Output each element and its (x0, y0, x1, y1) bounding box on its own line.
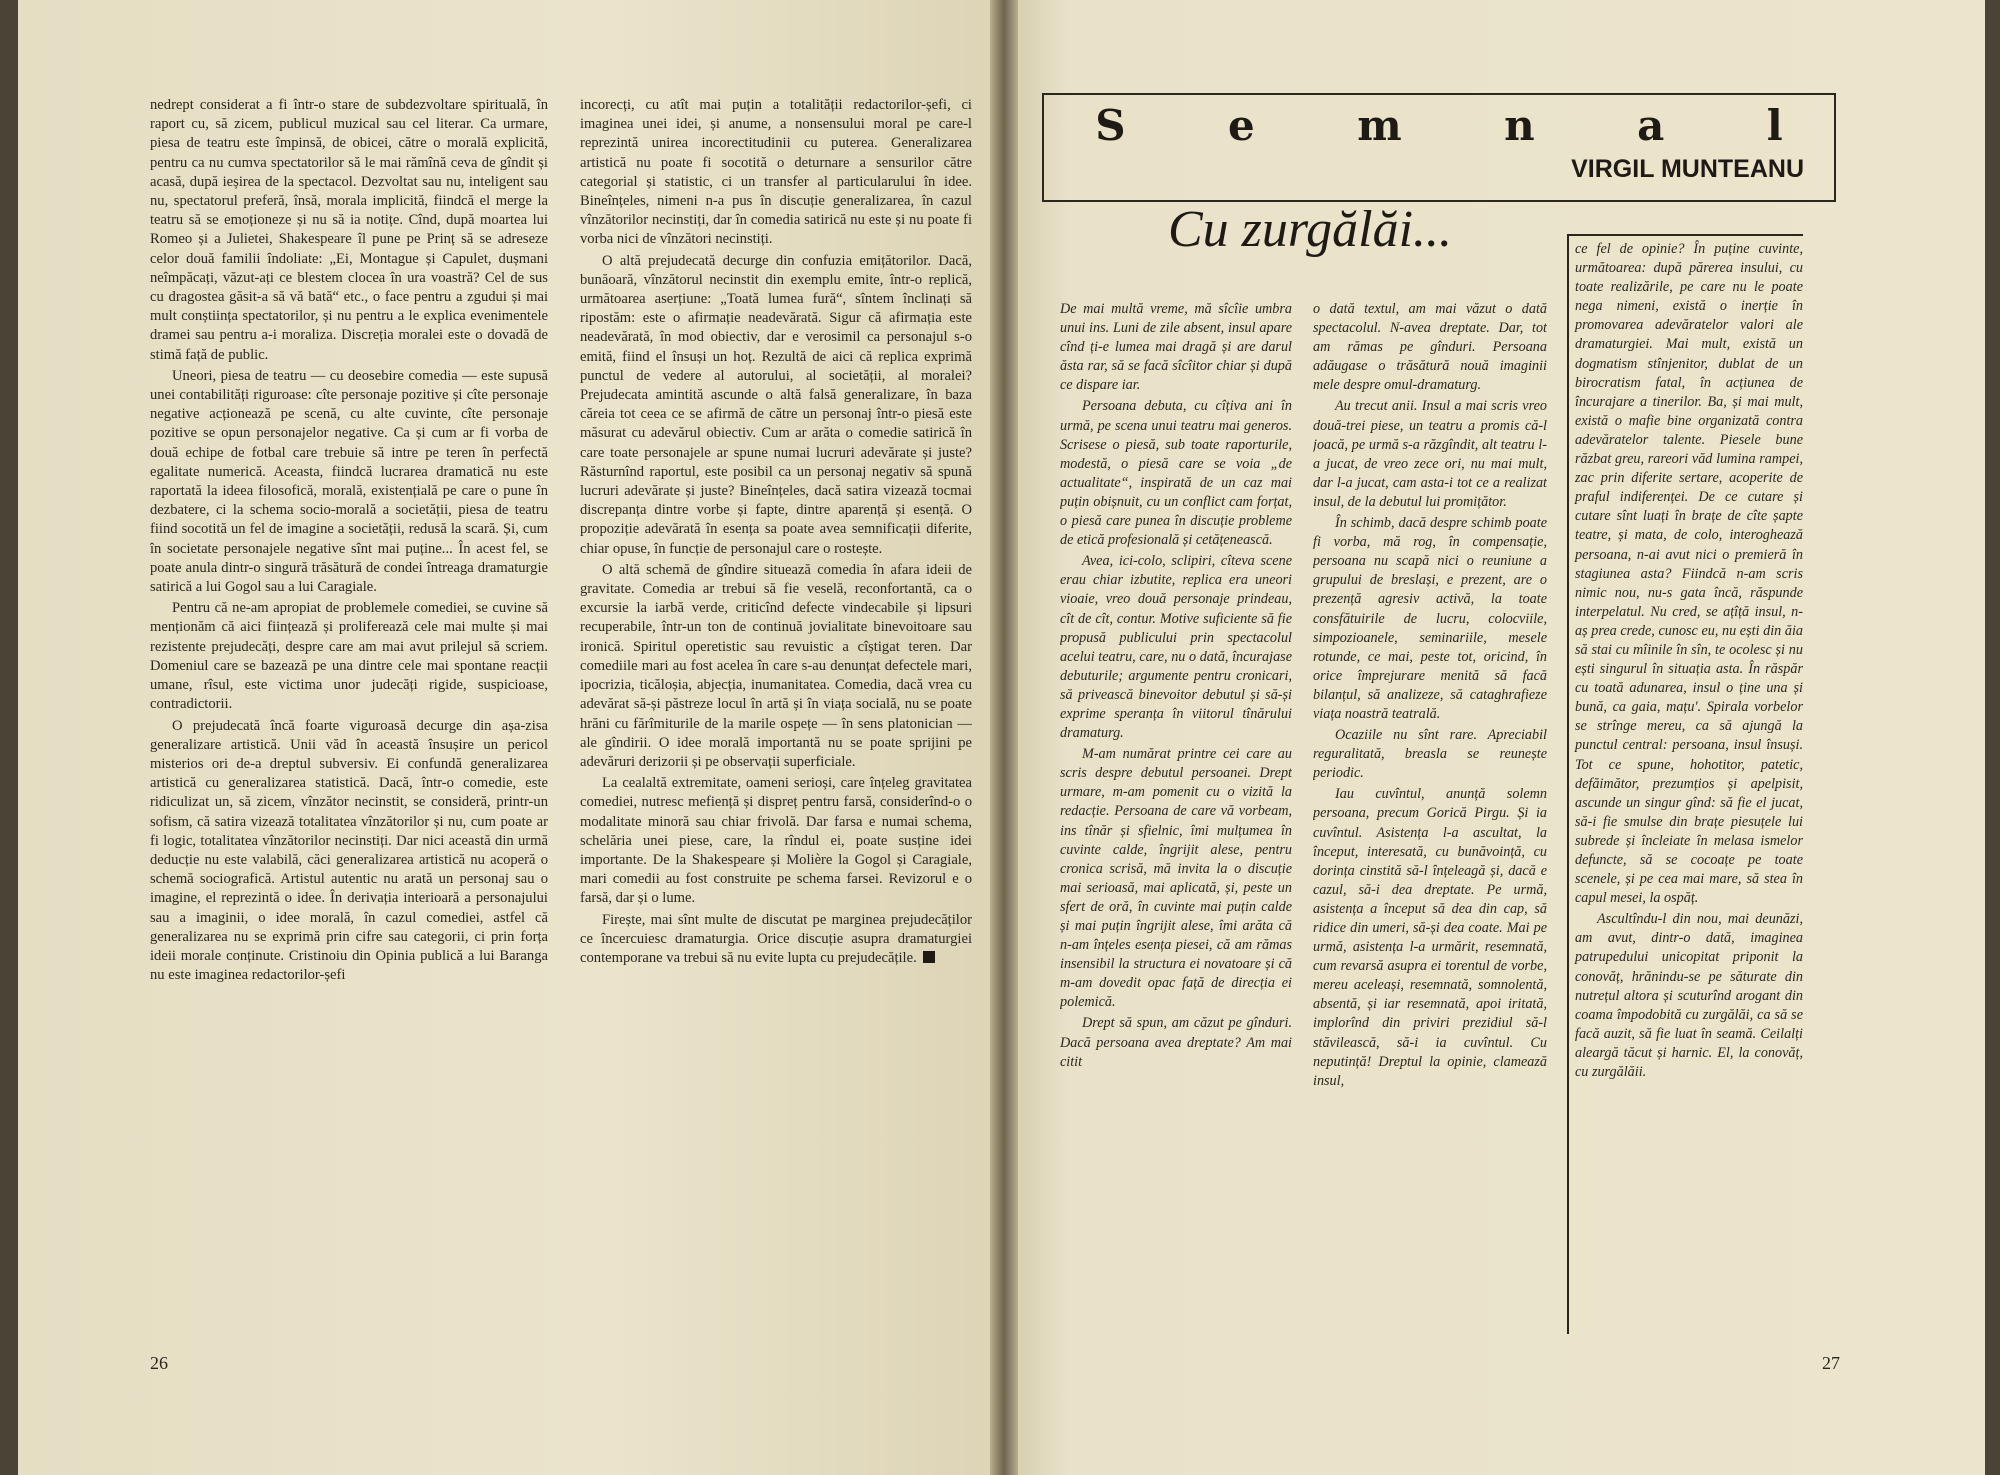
paragraph: De mai multă vreme, mă sîcîie umbra unui ins. Luni de zile absent, insul apare cînd ți-e lumea mai dragă și are darul ăsta rar, să se facă sîcîitor chiar și după ce dispare iar. (1060, 301, 1292, 394)
paragraph: Uneori, piesa de teatru — cu deosebire comedia — este supusă unei contabilități riguroase: cîte personaje pozitive și cîte personaje negative acționează pe scenă, cu alte cuvinte, cîte personaje pozitive se opun personajelor negative. Ca și cum ar fi vorba de două echipe de fotbal care trebuie să intre pe teren în perfectă egalitate numerică. Aceasta, fiindcă lucrarea dramatică nu este raportată la ideea filosofică, morală, existențială pe care o pune în dezbatere, ci la schema socio-morală a societății, piesa de teatru fiind socotită un fel de imagine a societății, redusă la scară. Și, cum în societate personajele negative sînt mai puține... În acest fel, se poate anula dintr-o singură trăsătură de condei întreaga dramaturgie satirică a lui Gogol sau a lui Caragiale. (150, 367, 548, 596)
paragraph: Ascultîndu-l din nou, mai deunăzi, am avut, dintr-o dată, imaginea patrupedului unicopitat priponit la conovăț, hrănindu-se pe săturate din nutrețul altora și scuturînd arogant din coama împodobită cu zurgălăi, ca să se facă auzit, să fie luat în seamă. Ceilalți aleargă tăcut și harnic. El, la conovăț, cu zurgălăii. (1575, 911, 1803, 1081)
right-column-3 (1567, 234, 1803, 1334)
section-letter: S (1095, 101, 1126, 150)
paragraph: Persoana debuta, cu cîțiva ani în urmă, pe scena unui teatru mai generos. Scrisese o piesă, sub toate raporturile, modestă, o piesă care se voia „de actualitate“, inspirată de un caz mai puțin obișnuit, cu un conflict cam forțat, o piesă care punea în discuție probleme de etică profesională și cetățenească. (1060, 398, 1292, 549)
page-number-right: 27 (1822, 1353, 1840, 1373)
closing-sentence: Firește, mai sînt multe de discutat pe marginea prejudecăților ce încercuiesc dramaturgia. Orice discuție asupra dramaturgiei contemporane va trebui să nu evite lupta cu prejudecățile. (580, 911, 972, 966)
paragraph: Au trecut anii. Insul a mai scris vreo două-trei piese, un teatru a promis că-l joacă, pe urmă s-a răzgîndit, alt teatru l-a jucat, de vreo zece ori, nu mai mult, dar l-a jucat, cam asta-i tot ce a realizat insul, de la debutul lui promițător. (1313, 398, 1547, 510)
right-column-2 (1313, 300, 1547, 1335)
right-column-1 (1060, 300, 1292, 1335)
section-letter: n (1504, 101, 1535, 150)
book-gutter (990, 0, 1018, 1475)
paragraph: M-am numărat printre cei care au scris despre debutul persoanei. Drept urmare, m-am pomenit cu o vizită la redacție. Persoana de care vă vorbeam, ins tînăr și sfielnic, îmi mulțumea în cuvinte calde, îngrijit alese, pentru cronica scrisă, mă invita la o discuție mai serioasă, mai aplicată, și, peste un sfert de oră, în cuvinte mai puțin calde și mai puțin îngrijit alese, îmi arăta că n-am înțeles esența piesei, că am rămas insensibil la structura ei novatoare și că m-am dovedit opac față de direcția ei polemică. (1060, 746, 1292, 1011)
paragraph: ce fel de opinie? În puține cuvinte, următoarea: după părerea insului, cu toate realizările, pe care nu le poate nega nimeni, există o inerție în promovarea adevăratelor valori ale dramaturgiei. Mai mult, există un dogmatism stînjenitor, dublat de un birocratism fatal, în acțiunea de încurajare a tinerilor. Ba, și mai mult, există o mafie bine organizată contra adevăratelor talente. Piesele bune răzbat greu, rareori văd lumina rampei, zac prin diferite sertare, acoperite de praful indiferenței. De ce cutare și cutare sînt luați în brațe de cîte șapte teatre, și mata, de colo, interoghează persoana, n-ai avut nici o premieră în stagiunea asta? Fiindcă n-am scris nimic nou, nu-s gata încă, răspunde interpelatul. Nu cred, se ațîță insul, n-aș prea crede, cunosc eu, nu ești din ăia să stai cu mîinile în sîn, te ocolesc și nu ești singurul în situația asta. În răspăr cu toată adunarea, insul o ține una și bună, ca gaia, mațu'. Spirala vorbelor se strînge mereu, ca să ajungă la punctul central: persoana, insul însuși. Tot ce spune, hohotitor, patetic, defăimător, prezumțios și apelpisit, ascunde un singur gînd: să fie el jucat, să-i fie smulse din brațe piesuțele lui subrede și încleiate în melasa ismelor defuncte, să se cocoațe pe toate scenele, și pe cea mai mare, să stea în capul mesei, la ospăț. (1575, 241, 1803, 907)
section-header-box (1042, 93, 1836, 202)
paragraph-final (580, 911, 972, 969)
section-letter: a (1637, 101, 1665, 150)
paragraph: Drept să spun, am căzut pe gînduri. Dacă persoana avea dreptate? Am mai citit (1060, 1015, 1292, 1070)
paragraph: La cealaltă extremitate, oameni serioși, care înțeleg gravitatea comediei, nutresc mefiență și dispreț pentru farsă, considerînd-o o modalitate minoră sau chiar frivolă. Dar farsa e numai schema, schelăria unei piese, care, la rîndul ei, poate susține idei importante. De la Shakespeare și Molière la Gogol și Caragiale, mari comedii au fost construite pe schema farsei. Revizorul e o farsă, dar și o lume. (580, 775, 972, 907)
paragraph: incorecți, cu atît mai puțin a totalității redactorilor-șefi, ci imaginea unei idei, și anume, a nonsensului moral pe care-l reprezintă unirea incorectitudinii cu puterea. Generalizarea artistică nu poate fi socotită o deturnare a sensurilor către categorial și statistic, ci un transfer al particularului în idee. Bineînțeles, nimeni n-a pus în discuție generalizarea, în cazul vînzătorilor necinstiți, dar în comedia satirică nu este și nu poate fi vorba nici de vînzători necinstiți. (580, 97, 972, 248)
section-letter: e (1228, 101, 1255, 150)
paragraph: Ocaziile nu sînt rare. Apreciabil reguralitată, breasla se reunește periodic. (1313, 727, 1547, 782)
section-letter: m (1357, 101, 1402, 150)
paragraph: Pentru că ne-am apropiat de problemele comediei, se cuvine să menționăm că aici ființează și proliferează cele mai multe și mai rezistente prejudecăți, despre care am mai avut prilejul să scriem. Domeniul care se bazează pe una dintre cele mai spontane reacții umane, rîsul, este victima unor judecăți rigide, suspicioase, contradictorii. (150, 600, 548, 713)
end-mark-icon (923, 951, 935, 963)
paragraph: nedrept considerat a fi într-o stare de subdezvoltare spirituală, în raport cu, să zicem, publicul muzical sau cel literar. Ca urmare, piesa de teatru este împinsă, de obicei, către o morală explicită, pentru ca nu cumva spectatorilor să le mai rămînă ceva de gîndit și acasă, după ieșirea de la spectacol. Dezvoltat sau nu, inteligent sau nu, spectatorul preferă, însă, morala implicită, fiindcă el merge la teatru să se emoționeze și nu să ia notițe. Cînd, după moartea lui Romeo și a Julietei, Shakespeare îl pune pe Prinț să se adreseze celor două familii îndoliate: „Ei, Montague și Capulet, dușmani neîmpăcați, văzut-ați ce blestem clocea în ura voastră? Cel de sus cu dragostea găsit-a să vă bată“ etc., o face pentru a zgudui și mai mult conștiința spectatorilor, și nu pentru a le explica evenimentele dramei sau pentru a-i moraliza. Discreția moralei este o dovadă de stimă față de public. (150, 97, 548, 363)
paragraph: Avea, ici-colo, sclipiri, cîteva scene erau chiar izbutite, replica era uneori vioaie, vreo două personaje prindeau, cît de cît, contur. Motive suficiente să fie propusă publicului prin spectacolul acelui teatru, care, nu o dată, încurajase debuturile; argumente pentru cronicari, să privească binevoitor debutul și să-și exprime speranța în viitorul tînărului dramaturg. (1060, 553, 1292, 742)
paragraph: o dată textul, am mai văzut o dată spectacolul. N-avea dreptate. Dar, tot am rămas pe gînduri. Persoana adăugase o trăsătură nouă imaginii mele despre omul-dramaturg. (1313, 301, 1547, 394)
article-title: Cu zurgălăi... (1167, 201, 1453, 258)
paragraph: O altă prejudecată decurge din confuzia emițătorilor. Dacă, bunăoară, vînzătorul necinstit din exemplu emite, într-o replică, următoarea aserțiune: „Toată lumea fură“, sîntem înclinați să ripostăm: este o afirmație neadevărată. Sigur că afirmația este neadevărată, în mod obiectiv, dar e verosimil ca personajul s-o emită, fiind el însuși un hoț. Rezultă de aici că replica exprimă punctul de vedere al autorului, al societății, al moralei? Prejudecata amintită ascunde o altă falsă generalizare, în baza căreia tot ceea ce se afirmă de către un personaj într-o piesă este măsurat cu adevărul obiectiv. Cum ar arăta o comedie satirică în care toate personajele ar spune numai lucruri adevărate și juste? Răsturnînd raportul, este posibil ca un personaj negativ să spună lucruri adevărate și juste? Bineînțeles, dacă satira vizează tocmai discrepanța dintre vorbe și fapte, dintre aparență și esență. O propoziție adevărată în esența sa poate avea semnificații diferite, chiar opuse, în funcție de personajul care o rostește. (580, 252, 972, 557)
paragraph: Iau cuvîntul, anunță solemn persoana, precum Gorică Pirgu. Și ia cuvîntul. Asistența l-a ascultat, la început, interesată, cu bunăvoință, cu dorința cinstită să-l înțeleagă și, dacă e cazul, să-i dea dreptate. Pe urmă, asistența a început să dea din cap, să ridice din umeri, să-și dea coate. Mai pe urmă, asistența l-a urmărit, resemnată, cum revarsă asupra ei torentul de vorbe, mereu aceleași, resemnată, somnolentă, absentă, și iar resemnată, apoi iritată, implorînd din priviri prezidiul să-l stăvilească, să-i ia cuvîntul. Cu neputință! Dreptul la opinie, clamează insul, (1313, 786, 1547, 1089)
paragraph: O altă schemă de gîndire situează comedia în afara ideii de gravitate. Comedia ar trebui să fie veselă, reconfortantă, ca o excursie la iarbă verde, criticînd defecte vindecabile și lipsuri recuperabile, într-un ton de continuă jovialitate binevoitoare sau ironică. Spiritul operetistic sau revuistic a cîștigat teren. Dar comediile mari au fost acelea în care s-au denunțat defectele mari, ipocrizia, ticăloșia, abjecția, inumanitatea. Comedia, dacă vrea cu adevărat să-și păstreze locul în artă și în viața socială, nu se poate hrăni cu fărîmiturile de la marile ospețe — în sens platonician — ale gîndirii. O idee morală importantă nu se poate sprijini pe adevăruri derizorii și pe observații superficiale. (580, 561, 972, 770)
paragraph: În schimb, dacă despre schimb poate fi vorba, mă rog, în compensație, persoana nu scapă nici o reuniune a grupului de breslași, e prezent, are o prezență agresiv activă, la toate consfătuirile de lucru, colocviile, simpozioanele, seminariile, mesele rotunde, ce mai, peste tot, oricind, în orice împrejurare menită să facă bilanțul, să analizeze, să cataghrafieze viața noastră teatrală. (1313, 515, 1547, 722)
section-title (1044, 101, 1834, 150)
author-name: VIRGIL MUNTEANU (1571, 155, 1804, 183)
page-number-left: 26 (150, 1353, 168, 1373)
left-column-2 (580, 96, 972, 1358)
section-letter: l (1766, 101, 1783, 150)
paragraph: O prejudecată încă foarte viguroasă decurge din așa-zisa generalizare artistică. Unii văd în această însușire un pericol misterios ori de-a dreptul subversiv. Ei confundă generalizarea artistică cu generalizarea statistică. Dacă, într-o comedie, este ridiculizat un, să zicem, vînzător necinstit, se consideră, printr-un sofism, că satira vizează totalitatea vînzătorilor și nu, cum poate ar fi logic, totalitatea vînzătorilor necinstiți. Dar nici această din urmă deducție nu este valabilă, căci generalizarea artistică nu acoperă o schemă sociografică. Artistul autentic nu arată un personaj sau o imagine, el reprezintă o idee. În derivația interioară a personajului sau a imaginii, o idee morală, în cazul comediei, astfel că generalizarea nu se exprimă prin cifre sau categorii, ci prin forța ideii morale conținute. Cristinoiu din Opinia publică a lui Baranga nu este imaginea redactorilor-șefi (150, 717, 548, 984)
left-column-1 (150, 96, 548, 1358)
